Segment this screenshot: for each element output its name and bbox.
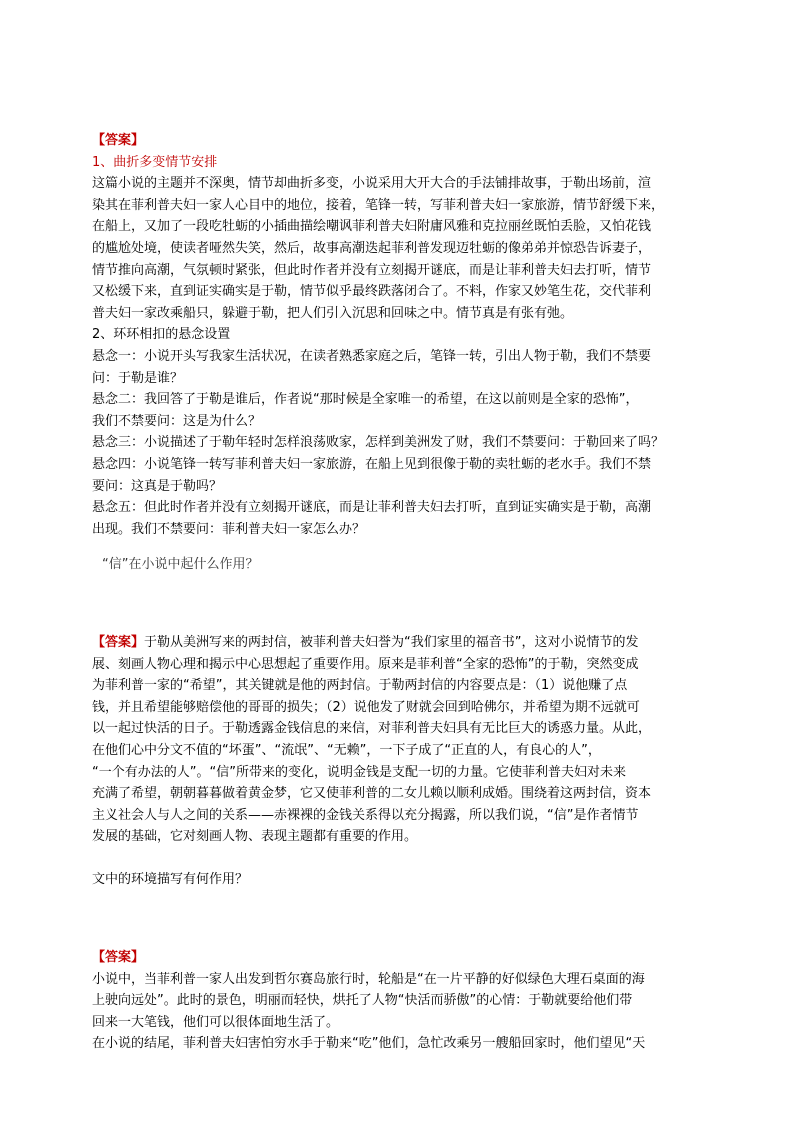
text-line: 为菲利普一家的“希望”，其关键就是他的两封信。于勒两封信的内容要点是：（1）说他赚了点 bbox=[92, 678, 628, 694]
text-line: 发展的基础，它对刻画人物、表现主题都有重要的作用。 bbox=[92, 829, 418, 845]
answer-block-3 bbox=[92, 947, 704, 1055]
answer-tag: 【答案】 bbox=[92, 635, 145, 650]
text-line: 小说中，当菲利普一家人出发到哲尔赛岛旅行时，轮船是“在一片平静的好似绿色大理石桌面的海 bbox=[92, 971, 645, 987]
text-line: 染其在菲利普夫妇一家人心目中的地位，接着，笔锋一转，写菲利普夫妇一家旅游，情节舒缓下来， bbox=[92, 197, 665, 213]
text-line: 展、刻画人物心理和揭示中心思想起了重要作用。原来是菲利普“全家的恐怖”的于勒，突然变成 bbox=[92, 656, 639, 672]
text-line: 回来一大笔钱，他们可以很体面地生活了。 bbox=[92, 1014, 340, 1030]
section-heading: 1、曲折多变情节安排 bbox=[92, 154, 218, 170]
text-line: 这篇小说的主题并不深奥，情节却曲折多变，小说采用大开大合的手法铺排故事，于勒出场前，渲 bbox=[92, 176, 652, 192]
text-line: “一个有办法的人”。“信”所带来的变化，说明金钱是支配一切的力量。它使菲利普夫妇对未来 bbox=[92, 764, 626, 780]
plot-paragraph bbox=[92, 173, 704, 324]
text-line: 悬念五：但此时作者并没有立刻揭开谜底，而是让菲利普夫妇去打听，直到证实确实是于勒，高潮 bbox=[92, 500, 652, 516]
text-line: 主义社会人与人之间的关系——赤裸裸的金钱关系得以充分揭露，所以我们说，“信”是作者情节 bbox=[92, 807, 639, 823]
answer-tag: 【答案】 bbox=[92, 950, 145, 965]
text-line: 又松缓下来，直到证实确实是于勒，情节似乎最终跌落闭合了。不料，作家又妙笔生花，交代菲利 bbox=[92, 284, 652, 300]
text-line: 要问：这真是于勒吗？ bbox=[92, 478, 223, 494]
text-line: 悬念四：小说笔锋一转写菲利普夫妇一家旅游，在船上见到很像于勒的卖牡蛎的老水手。我们不禁 bbox=[92, 456, 652, 472]
text-line: 上驶向远处”。此时的景色，明丽而轻快，烘托了人物“快活而骄傲”的心情：于勒就要给他们带 bbox=[92, 993, 633, 1009]
answer-block-1 bbox=[92, 130, 704, 540]
text-line: 情节推向高潮，气氛顿时紧张，但此时作者并没有立刻揭开谜底，而是让菲利普夫妇去打听，情节 bbox=[92, 262, 652, 278]
text-line: 我们不禁要问：这是为什么？ bbox=[92, 413, 262, 429]
text-line: 出现。我们不禁要问：菲利普夫妇一家怎么办？ bbox=[92, 521, 366, 537]
answer-block-2 bbox=[92, 632, 704, 848]
text-line bbox=[92, 632, 704, 654]
text-line: 在他们心中分文不值的“坏蛋”、“流氓”、“无赖”，一下子成了“正直的人，有良心的人”， bbox=[92, 742, 601, 758]
question-heading: 文中的环境描写有何作用？ bbox=[92, 872, 249, 887]
answer-text: 于勒从美洲写来的两封信，被菲利普夫妇誉为“我们家里的福音书”，这对小说情节的发 bbox=[144, 635, 639, 650]
text-line: 悬念一：小说开头写我家生活状况，在读者熟悉家庭之后，笔锋一转，引出人物于勒，我们不禁要 bbox=[92, 348, 652, 364]
text-line: 在小说的结尾，菲利普夫妇害怕穷水手于勒来“吃”他们，急忙改乘另一艘船回家时，他们望见“天 bbox=[92, 1036, 646, 1052]
text-line: 问：于勒是谁？ bbox=[92, 370, 184, 386]
question-heading: “信”在小说中起什么作用？ bbox=[102, 557, 259, 572]
answer-tag: 【答案】 bbox=[92, 133, 145, 148]
text-line: 悬念二：我回答了于勒是谁后，作者说“那时候是全家唯一的希望，在这以前则是全家的恐怖”， bbox=[92, 392, 639, 408]
text-line: 充满了希望，朝朝暮暮做着黄金梦，它又使菲利普的二女儿赖以顺利成婚。围绕着这两封信，资本 bbox=[92, 786, 652, 802]
text-line: 在船上，又加了一段吃牡蛎的小插曲描绘嘲讽菲利普夫妇附庸风雅和克拉丽丝既怕丢脸，又怕花钱 bbox=[92, 219, 652, 235]
text-line: 悬念三：小说描述了于勒年轻时怎样浪荡败家，怎样到美洲发了财，我们不禁要问：于勒回来了吗？ bbox=[92, 435, 665, 451]
text-line: 钱，并且希望能够赔偿他的哥哥的损失；（2）说他发了财就会回到哈佛尔，并希望为期不远就可 bbox=[92, 699, 640, 715]
text-line: 以一起过快活的日子。于勒透露金钱信息的来信，对菲利普夫妇具有无比巨大的诱惑力量。从此， bbox=[92, 721, 652, 737]
text-line: 的尴尬处境，使读者哑然失笑，然后，故事高潮迭起菲利普发现迈牡蛎的像弟弟并惊恐告诉妻子， bbox=[92, 240, 652, 256]
section-heading: 2、环环相扣的悬念设置 bbox=[92, 327, 231, 343]
text-line: 普夫妇一家改乘船只，躲避于勒，把人们引入沉思和回味之中。情节真是有张有弛。 bbox=[92, 305, 574, 321]
suspense-paragraph bbox=[92, 346, 704, 540]
